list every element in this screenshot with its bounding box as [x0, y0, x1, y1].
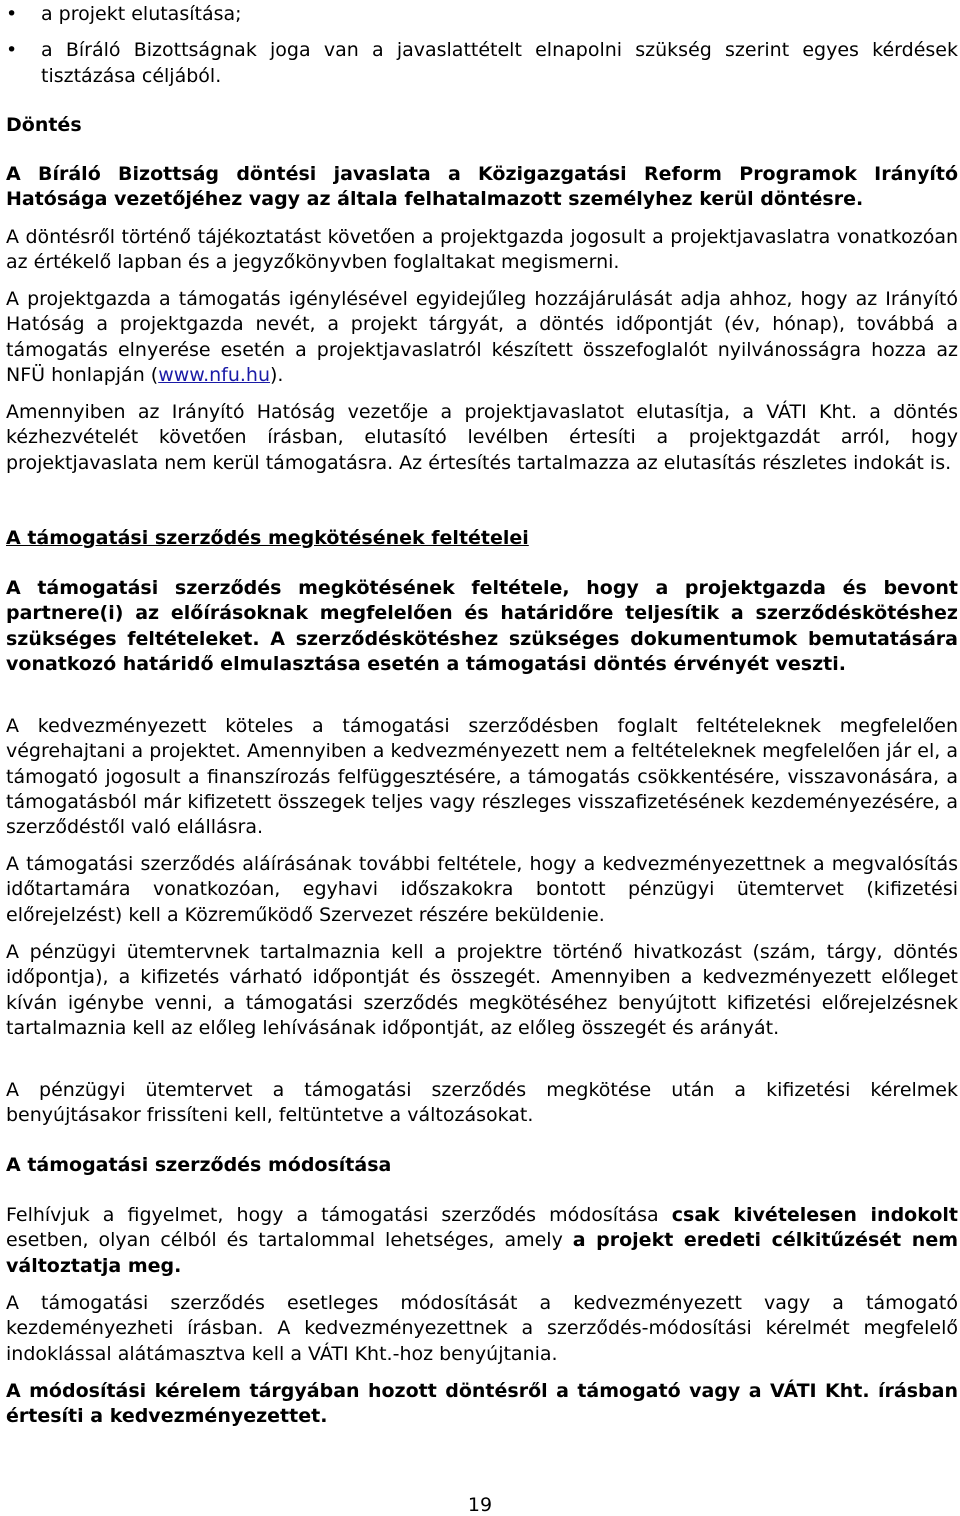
bullet-item: • a Bíráló Bizottságnak joga van a javaslattételt elnapolni szükség szerint egyes kérdések tisztázása céljából.: [6, 38, 958, 89]
modositas-p1-c: esetben, olyan célból és tartalommal lehetséges, amely: [6, 1229, 573, 1252]
feltetelek-paragraph-2: A kedvezményezett köteles a támogatási szerződésben foglalt feltételeknek megfelelően végrehajtani a projektet. Amennyiben a kedvezményezett nem a feltételeknek megfelelően jár el, a támogató jogosult a finanszírozás felfüggesztésére, a támogatás csökkentésére, visszavonására, a támogatásból már kifizetett összegek teljes vagy részleges visszafizetésének kezdeményezésére, a szerződéstől való elállásra.: [6, 715, 958, 839]
feltetelek-paragraph-1: A támogatási szerződés megkötésének feltétele, hogy a projektgazda és bevont partnere(i) az előírásoknak megfelelően és határidőre teljesítik a szerződéskötéshez szükséges feltételeket. A szerződéskötéshez szükséges dokumentumok bemutatására vonatkozó határidő elmulasztása esetén a támogatási döntés érvényét veszti.: [6, 577, 958, 675]
modositas-p1-d: a projekt eredeti célkitűzését nem változtatja meg.: [6, 1229, 959, 1277]
dontes-p3-end: ).: [270, 363, 284, 386]
modositas-paragraph-3: A módosítási kérelem tárgyában hozott döntésről a támogató vagy a VÁTI Kht. írásban értesíti a kedvezményezettet.: [6, 1380, 958, 1428]
modositas-paragraph-1: [6, 1203, 958, 1279]
section-heading-dontes: Döntés: [6, 114, 82, 136]
modositas-p1-b: csak kivételesen indokolt: [671, 1204, 958, 1226]
feltetelek-paragraph-4: A pénzügyi ütemtervnek tartalmaznia kell a projektre történő hivatkozást (szám, tárgy, döntés időpontja), a kifizetés várható időpontját és összegét. Amennyiben a kedvezményezett előleget kíván igénybe venni, a támogatási szerződés megkötéséhez benyújtott kifizetési előrejelzésnek tartalmaznia kell az előleg lehívásának időpontját, az előleg összegét és arányát.: [6, 941, 958, 1039]
dontes-paragraph-4: Amennyiben az Irányító Hatóság vezetője a projektjavaslatot elutasítja, a VÁTI Kht. a döntés kézhezvételét követően írásban, elutasító levélben értesíti a projektgazdát arról, hogy projektjavaslata nem kerül támogatásra. Az értesítés tartalmazza az elutasítás részletes indokát is.: [6, 401, 958, 474]
section-heading-modositas: A támogatási szerződés módosítása: [6, 1154, 392, 1176]
bullet-item: • a projekt elutasítása;: [6, 2, 958, 27]
dontes-paragraph-2: A döntésről történő tájékoztatást követően a projektgazda jogosult a projektjavaslatra vonatkozóan az értékelő lapban és a jegyzőkönyvben foglaltakat megismerni.: [6, 226, 958, 274]
feltetelek-paragraph-5: A pénzügyi ütemtervet a támogatási szerződés megkötése után a kifizetési kérelmek benyújtásakor frissíteni kell, feltüntetve a változásokat.: [6, 1079, 958, 1127]
dontes-paragraph-1: A Bíráló Bizottság döntési javaslata a Közigazgatási Reform Programok Irányító Hatósága vezetőjéhez vagy az általa felhatalmazott személyhez kerül döntésre.: [6, 163, 958, 211]
feltetelek-paragraph-3: A támogatási szerződés aláírásának további feltétele, hogy a kedvezményezettnek a megvalósítás időtartamára vonatkozóan, egyhavi időszakokra bontott pénzügyi ütemtervet (kifizetési előrejelzést) kell a Közreműködő Szervezet részére beküldenie.: [6, 853, 958, 926]
modositas-p1-a: Felhívjuk a figyelmet, hogy a támogatási szerződés módosítása: [6, 1204, 672, 1226]
bullet-list: [6, 2, 958, 89]
nfu-link[interactable]: www.nfu.hu: [158, 363, 271, 386]
dontes-paragraph-3: [6, 287, 958, 388]
modositas-paragraph-2: A támogatási szerződés esetleges módosítását a kedvezményezett vagy a támogató kezdeményezheti írásban. A kedvezményezettnek a szerződés-módosítási kérelmét megfelelő indoklással alátámasztva kell a VÁTI Kht.-hoz benyújtania.: [6, 1292, 958, 1365]
section-heading-feltetelek: A támogatási szerződés megkötésének feltételei: [6, 527, 529, 549]
page-number: 19: [467, 1494, 493, 1516]
dontes-p3-text: A projektgazda a támogatás igénylésével egyidejűleg hozzájárulását adja ahhoz, hogy az Irányító Hatóság a projektgazda nevét, a projekt tárgyát, a döntés időpontját (év, hónap), továbbá a támogatás elnyerése esetén a projektjavaslatról készített összefoglalót nyilvánosságra hozza az NFÜ honlapján (: [6, 288, 958, 386]
